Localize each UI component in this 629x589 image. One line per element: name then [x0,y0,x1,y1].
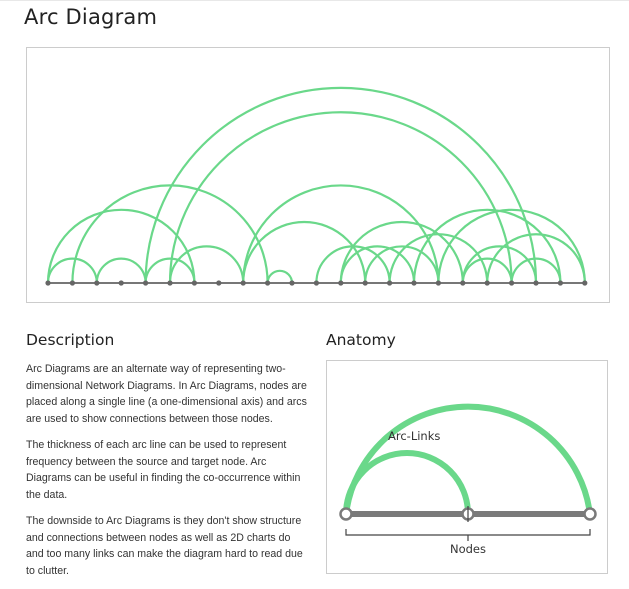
arc-link [243,222,365,283]
anatomy-node [341,509,352,520]
arc-node [314,280,319,285]
arc-node [119,280,124,285]
arc-node [289,280,294,285]
arc-node [363,280,368,285]
arc-node [460,280,465,285]
arc-node [143,280,148,285]
arc-node [387,280,392,285]
arc-node [70,280,75,285]
arc-link [97,259,146,283]
arc-diagram [27,48,611,304]
arc-node [265,280,270,285]
arc-node [533,280,538,285]
description-body [26,361,308,589]
anatomy-frame [326,360,608,574]
top-divider [0,0,629,1]
arc-node [216,280,221,285]
arc-link [170,246,243,283]
arc-node [167,280,172,285]
arc-links-group [48,88,585,283]
arc-node [411,280,416,285]
anatomy-node [585,509,596,520]
anatomy-illustration [327,361,609,575]
arc-node [558,280,563,285]
arc-node [582,280,587,285]
anatomy-title: Anatomy [326,331,396,349]
arc-node [192,280,197,285]
arc-node [436,280,441,285]
page-title: Arc Diagram [24,5,158,29]
description-paragraph: Arc Diagrams are an alternate way of representing two-dimensional Network Diagrams. In Arc Diagrams, nodes are placed along a single line (a one-dimensional axis) and arcs are used to show connections between those nodes. [26,363,307,425]
arc-node [94,280,99,285]
arc-node [509,280,514,285]
arc-link [341,246,414,283]
arc-node [241,280,246,285]
arc-link [268,271,292,283]
nodes-bracket [346,529,590,541]
arc-link [316,246,389,283]
arc-links-label: Arc-Links [388,429,441,443]
arc-node [485,280,490,285]
nodes-label: Nodes [449,542,487,556]
arc-diagram-frame [26,47,610,303]
arc-link [170,112,512,283]
arc-node [338,280,343,285]
arc-node [45,280,50,285]
description-title: Description [26,331,115,349]
description-paragraph: The thickness of each arc line can be used to represent frequency between the source and target node. Arc Diagrams can be useful in finding the co-occurrence within the data. [26,439,301,501]
description-paragraph: The downside to Arc Diagrams is they don't show structure and connections between nodes as well as 2D charts do and too many links can make the diagram hard to read due to clutter. [26,515,303,577]
